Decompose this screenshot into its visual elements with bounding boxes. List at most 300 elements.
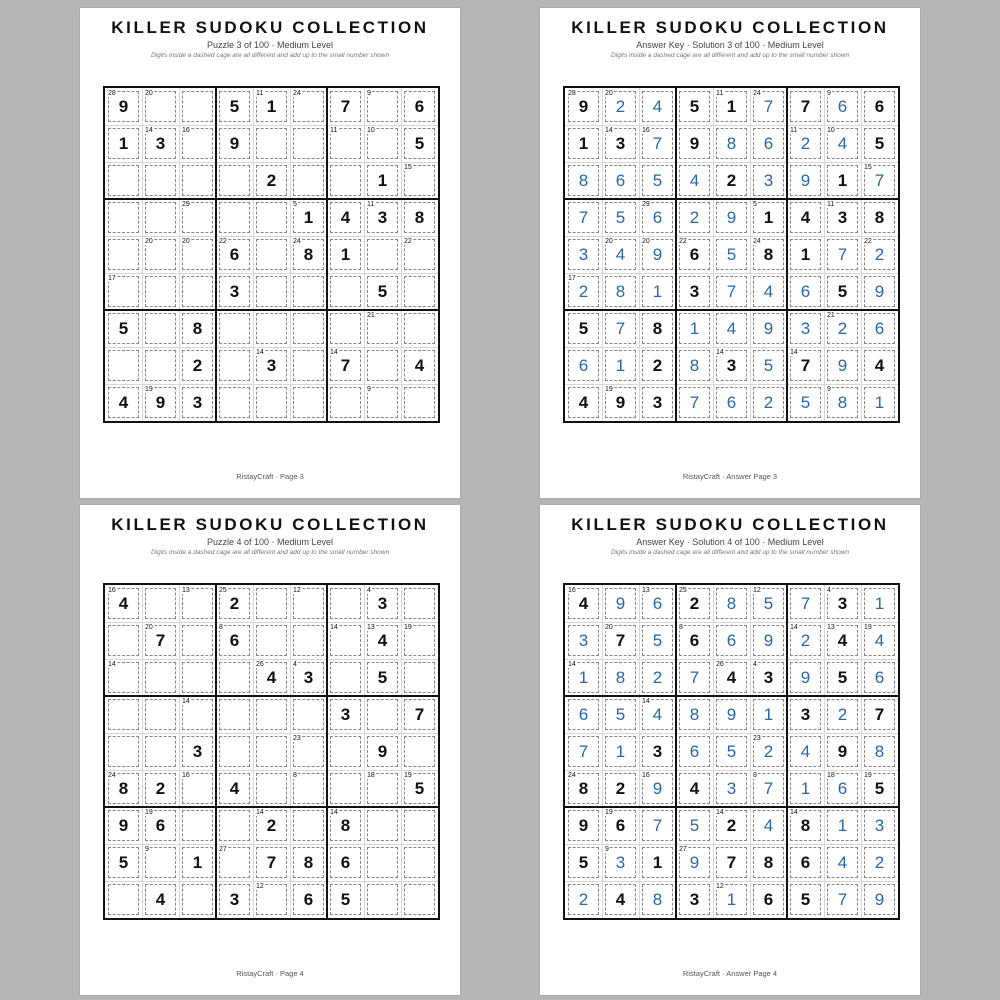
solution-digit: 7 bbox=[874, 170, 885, 190]
given-digit: 8 bbox=[414, 207, 425, 227]
solution-digit: 1 bbox=[652, 281, 663, 301]
grid-cell bbox=[216, 807, 253, 844]
cage-sum: 14 bbox=[642, 698, 650, 705]
grid-cell bbox=[750, 310, 787, 347]
grid-cell bbox=[253, 384, 290, 421]
grid-cell bbox=[713, 696, 750, 733]
cage-outline bbox=[219, 736, 250, 767]
cage-outline bbox=[182, 625, 213, 656]
given-digit: 1 bbox=[192, 852, 203, 872]
solution-digit: 7 bbox=[578, 741, 589, 761]
given-digit: 4 bbox=[229, 778, 240, 798]
grid-cell bbox=[253, 236, 290, 273]
box-line bbox=[326, 585, 328, 918]
cage-outline bbox=[404, 387, 435, 418]
cage-outline bbox=[108, 202, 139, 233]
given-digit: 6 bbox=[303, 889, 314, 909]
cage-sum: 9 bbox=[145, 846, 149, 853]
page-footer: RistayCraft · Answer Page 4 bbox=[682, 969, 778, 978]
given-digit: 5 bbox=[118, 318, 129, 338]
cage-sum: 24 bbox=[753, 90, 761, 97]
cage-outline bbox=[219, 810, 250, 841]
cage-outline bbox=[293, 810, 324, 841]
cage-outline bbox=[182, 276, 213, 307]
box-line bbox=[105, 806, 438, 808]
given-digit: 5 bbox=[414, 133, 425, 153]
given-digit: 4 bbox=[800, 207, 811, 227]
grid-cell bbox=[327, 733, 364, 770]
given-digit: 3 bbox=[340, 704, 351, 724]
grid-cell bbox=[401, 881, 438, 918]
solution-digit: 1 bbox=[874, 593, 885, 613]
grid-cell bbox=[639, 659, 676, 696]
cage-sum: 20 bbox=[182, 238, 190, 245]
grid-cell bbox=[401, 585, 438, 622]
cage-sum: 14 bbox=[256, 809, 264, 816]
grid-cell bbox=[364, 347, 401, 384]
grid-cell bbox=[179, 807, 216, 844]
cage-sum: 8 bbox=[293, 772, 297, 779]
grid-cell bbox=[327, 273, 364, 310]
grid-cell bbox=[713, 162, 750, 199]
cage-outline bbox=[182, 884, 213, 915]
grid-cell bbox=[290, 881, 327, 918]
grid-cell bbox=[364, 807, 401, 844]
grid-cell bbox=[861, 844, 898, 881]
solution-digit: 6 bbox=[578, 704, 589, 724]
cage-sum: 4 bbox=[827, 587, 831, 594]
cage-sum: 22 bbox=[864, 238, 872, 245]
grid-cell bbox=[179, 733, 216, 770]
grid-cell bbox=[253, 310, 290, 347]
grid-cell bbox=[179, 347, 216, 384]
cage-sum: 26 bbox=[716, 661, 724, 668]
solution-digit: 6 bbox=[800, 281, 811, 301]
cage-outline bbox=[256, 239, 287, 270]
solution-digit: 8 bbox=[615, 281, 626, 301]
grid-cell bbox=[861, 88, 898, 125]
grid-cell bbox=[327, 236, 364, 273]
solution-digit: 9 bbox=[652, 244, 663, 264]
cage-sum: 20 bbox=[605, 238, 613, 245]
solution-digit: 8 bbox=[578, 170, 589, 190]
cage-sum: 11 bbox=[716, 90, 724, 97]
given-digit: 5 bbox=[874, 778, 885, 798]
grid-cell bbox=[401, 347, 438, 384]
grid-cell bbox=[639, 844, 676, 881]
cage-sum: 10 bbox=[367, 127, 375, 134]
cage-outline bbox=[182, 165, 213, 196]
cage-outline bbox=[330, 387, 361, 418]
grid-cell bbox=[179, 881, 216, 918]
cage-outline bbox=[145, 588, 176, 619]
solution-digit: 8 bbox=[689, 355, 700, 375]
solution-digit: 3 bbox=[726, 778, 737, 798]
instruction-text: Digits inside a dashed cage are all different and add up to the small number shown bbox=[150, 52, 390, 59]
given-digit: 7 bbox=[414, 704, 425, 724]
page-title: KILLER SUDOKU COLLECTION bbox=[111, 515, 429, 534]
grid-cell bbox=[750, 844, 787, 881]
cage-outline bbox=[330, 773, 361, 804]
cage-sum: 19 bbox=[145, 386, 153, 393]
grid-cell bbox=[565, 844, 602, 881]
solution-digit: 4 bbox=[689, 170, 700, 190]
solution-digit: 5 bbox=[615, 207, 626, 227]
cage-sum: 16 bbox=[568, 587, 576, 594]
cage-outline bbox=[404, 313, 435, 344]
given-digit: 2 bbox=[726, 170, 737, 190]
grid-cell bbox=[216, 125, 253, 162]
solution-digit: 4 bbox=[726, 318, 737, 338]
page-footer: RistayCraft · Page 4 bbox=[236, 969, 304, 978]
grid-cell bbox=[327, 659, 364, 696]
grid-cell bbox=[290, 162, 327, 199]
given-digit: 2 bbox=[266, 170, 277, 190]
cage-sum: 22 bbox=[404, 238, 412, 245]
given-digit: 8 bbox=[652, 318, 663, 338]
puzzle-page-3 bbox=[80, 8, 460, 498]
given-digit: 3 bbox=[763, 667, 774, 687]
cage-outline bbox=[330, 313, 361, 344]
solution-digit: 9 bbox=[800, 170, 811, 190]
cage-outline bbox=[256, 313, 287, 344]
solution-digit: 3 bbox=[578, 244, 589, 264]
cage-sum: 19 bbox=[145, 809, 153, 816]
solution-digit: 5 bbox=[652, 170, 663, 190]
grid-cell bbox=[565, 310, 602, 347]
grid-cell bbox=[639, 88, 676, 125]
cage-sum: 23 bbox=[753, 735, 761, 742]
solution-digit: 6 bbox=[726, 630, 737, 650]
grid-cell bbox=[787, 273, 824, 310]
given-digit: 8 bbox=[800, 815, 811, 835]
cage-outline bbox=[293, 276, 324, 307]
given-digit: 5 bbox=[578, 852, 589, 872]
cage-sum: 17 bbox=[568, 275, 576, 282]
grid-cell bbox=[105, 733, 142, 770]
given-digit: 9 bbox=[615, 392, 626, 412]
instruction-text: Digits inside a dashed cage are all different and add up to the small number shown bbox=[610, 549, 850, 556]
grid-cell bbox=[861, 347, 898, 384]
cage-outline bbox=[108, 736, 139, 767]
cage-sum: 27 bbox=[219, 846, 227, 853]
given-digit: 1 bbox=[578, 133, 589, 153]
box-line bbox=[215, 585, 217, 918]
grid-cell bbox=[142, 881, 179, 918]
solution-digit: 9 bbox=[689, 852, 700, 872]
grid-cell bbox=[750, 807, 787, 844]
given-digit: 5 bbox=[377, 667, 388, 687]
given-digit: 4 bbox=[155, 889, 166, 909]
solution-digit: 7 bbox=[578, 207, 589, 227]
solution-digit: 9 bbox=[874, 889, 885, 909]
grid-cell bbox=[179, 622, 216, 659]
solution-digit: 4 bbox=[837, 852, 848, 872]
solution-digit: 8 bbox=[837, 392, 848, 412]
cage-outline bbox=[367, 699, 398, 730]
grid-cell bbox=[787, 384, 824, 421]
solution-digit: 7 bbox=[763, 96, 774, 116]
grid-cell bbox=[639, 807, 676, 844]
cage-sum: 29 bbox=[642, 201, 650, 208]
grid-cell bbox=[105, 125, 142, 162]
cage-sum: 13 bbox=[367, 624, 375, 631]
solution-digit: 8 bbox=[615, 667, 626, 687]
cage-outline bbox=[367, 884, 398, 915]
given-digit: 5 bbox=[800, 889, 811, 909]
solution-digit: 7 bbox=[689, 392, 700, 412]
grid-cell bbox=[713, 273, 750, 310]
grid-cell bbox=[824, 347, 861, 384]
cage-outline bbox=[293, 165, 324, 196]
solution-digit: 4 bbox=[652, 704, 663, 724]
cage-sum: 4 bbox=[753, 661, 757, 668]
box-line bbox=[675, 585, 677, 918]
page-title: KILLER SUDOKU COLLECTION bbox=[571, 515, 889, 534]
grid-cell bbox=[750, 696, 787, 733]
solution-digit: 7 bbox=[800, 593, 811, 613]
cage-sum: 9 bbox=[367, 90, 371, 97]
grid-cell bbox=[861, 881, 898, 918]
cage-sum: 4 bbox=[367, 587, 371, 594]
given-digit: 4 bbox=[578, 392, 589, 412]
cage-sum: 16 bbox=[642, 772, 650, 779]
grid-cell bbox=[713, 310, 750, 347]
solution-digit: 9 bbox=[874, 281, 885, 301]
box-line bbox=[326, 88, 328, 421]
grid-cell bbox=[364, 881, 401, 918]
grid-cell bbox=[253, 844, 290, 881]
page-footer: RistayCraft · Page 3 bbox=[236, 472, 304, 481]
given-digit: 3 bbox=[837, 207, 848, 227]
solution-digit: 4 bbox=[652, 96, 663, 116]
grid-cell bbox=[142, 696, 179, 733]
solution-digit: 2 bbox=[874, 244, 885, 264]
grid-cell bbox=[105, 622, 142, 659]
given-digit: 2 bbox=[229, 593, 240, 613]
grid-cell bbox=[676, 770, 713, 807]
grid-cell bbox=[401, 733, 438, 770]
given-digit: 4 bbox=[837, 630, 848, 650]
grid-cell bbox=[602, 733, 639, 770]
grid-cell bbox=[676, 199, 713, 236]
cage-outline bbox=[219, 350, 250, 381]
grid-cell bbox=[861, 273, 898, 310]
box-line bbox=[565, 198, 898, 200]
cage-sum: 15 bbox=[864, 164, 872, 171]
solution-digit: 1 bbox=[874, 392, 885, 412]
grid-cell bbox=[290, 347, 327, 384]
grid-cell bbox=[290, 696, 327, 733]
cage-sum: 14 bbox=[330, 809, 338, 816]
cage-outline bbox=[404, 884, 435, 915]
given-digit: 3 bbox=[377, 593, 388, 613]
cage-sum: 19 bbox=[605, 386, 613, 393]
grid-cell bbox=[565, 881, 602, 918]
grid-cell bbox=[824, 236, 861, 273]
answer-page-4 bbox=[540, 505, 920, 995]
given-digit: 8 bbox=[763, 244, 774, 264]
given-digit: 4 bbox=[118, 392, 129, 412]
cage-outline bbox=[256, 202, 287, 233]
given-digit: 6 bbox=[615, 815, 626, 835]
grid-cell bbox=[787, 696, 824, 733]
cage-sum: 14 bbox=[790, 349, 798, 356]
cage-outline bbox=[145, 736, 176, 767]
given-digit: 4 bbox=[578, 593, 589, 613]
given-digit: 6 bbox=[229, 244, 240, 264]
box-line bbox=[565, 806, 898, 808]
grid-cell bbox=[787, 585, 824, 622]
given-digit: 3 bbox=[229, 889, 240, 909]
cage-sum: 19 bbox=[864, 772, 872, 779]
cage-outline bbox=[367, 239, 398, 270]
page-title: KILLER SUDOKU COLLECTION bbox=[111, 18, 429, 37]
cage-sum: 12 bbox=[716, 883, 724, 890]
box-line bbox=[565, 309, 898, 311]
cage-sum: 20 bbox=[605, 90, 613, 97]
given-digit: 4 bbox=[266, 667, 277, 687]
cage-outline bbox=[219, 313, 250, 344]
grid-cell bbox=[179, 310, 216, 347]
solution-digit: 7 bbox=[689, 667, 700, 687]
given-digit: 5 bbox=[229, 96, 240, 116]
grid-cell bbox=[105, 347, 142, 384]
grid-cell bbox=[327, 770, 364, 807]
instruction-text: Digits inside a dashed cage are all different and add up to the small number shown bbox=[150, 549, 390, 556]
cage-sum: 12 bbox=[753, 587, 761, 594]
grid-cell bbox=[639, 347, 676, 384]
given-digit: 3 bbox=[652, 741, 663, 761]
grid-cell bbox=[179, 659, 216, 696]
cage-outline bbox=[256, 276, 287, 307]
given-digit: 4 bbox=[377, 630, 388, 650]
grid-cell bbox=[787, 770, 824, 807]
cage-sum: 9 bbox=[827, 386, 831, 393]
given-digit: 7 bbox=[340, 96, 351, 116]
cage-sum: 20 bbox=[642, 238, 650, 245]
cage-sum: 9 bbox=[367, 386, 371, 393]
cage-sum: 16 bbox=[182, 127, 190, 134]
given-digit: 4 bbox=[615, 889, 626, 909]
cage-sum: 16 bbox=[642, 127, 650, 134]
solution-digit: 5 bbox=[615, 704, 626, 724]
solution-digit: 1 bbox=[800, 778, 811, 798]
solution-digit: 2 bbox=[874, 852, 885, 872]
cage-sum: 21 bbox=[367, 312, 375, 319]
given-digit: 3 bbox=[192, 392, 203, 412]
given-digit: 7 bbox=[874, 704, 885, 724]
given-digit: 3 bbox=[266, 355, 277, 375]
cage-outline bbox=[330, 588, 361, 619]
given-digit: 3 bbox=[155, 133, 166, 153]
cage-outline bbox=[293, 699, 324, 730]
given-digit: 2 bbox=[155, 778, 166, 798]
cage-outline bbox=[330, 662, 361, 693]
solution-digit: 6 bbox=[652, 593, 663, 613]
solution-digit: 4 bbox=[837, 133, 848, 153]
grid-cell bbox=[327, 696, 364, 733]
grid-cell bbox=[824, 844, 861, 881]
grid-cell bbox=[216, 881, 253, 918]
grid-cell bbox=[824, 273, 861, 310]
grid-cell bbox=[401, 384, 438, 421]
given-digit: 9 bbox=[229, 133, 240, 153]
solution-digit: 7 bbox=[652, 815, 663, 835]
grid-cell bbox=[602, 347, 639, 384]
given-digit: 6 bbox=[763, 889, 774, 909]
solution-digit: 2 bbox=[837, 704, 848, 724]
solution-digit: 6 bbox=[578, 355, 589, 375]
given-digit: 4 bbox=[118, 593, 129, 613]
given-digit: 4 bbox=[340, 207, 351, 227]
grid-cell bbox=[142, 347, 179, 384]
solution-digit: 1 bbox=[615, 741, 626, 761]
cage-sum: 14 bbox=[716, 349, 724, 356]
given-digit: 9 bbox=[118, 815, 129, 835]
grid-cell bbox=[401, 696, 438, 733]
grid-cell bbox=[602, 659, 639, 696]
page-footer: RistayCraft · Answer Page 3 bbox=[682, 472, 778, 481]
given-digit: 7 bbox=[266, 852, 277, 872]
solution-digit: 7 bbox=[652, 133, 663, 153]
given-digit: 6 bbox=[414, 96, 425, 116]
solution-digit: 7 bbox=[837, 889, 848, 909]
grid-cell bbox=[824, 881, 861, 918]
cage-sum: 14 bbox=[568, 661, 576, 668]
grid-cell bbox=[787, 199, 824, 236]
solution-digit: 9 bbox=[800, 667, 811, 687]
given-digit: 7 bbox=[615, 630, 626, 650]
cage-outline bbox=[367, 847, 398, 878]
grid-cell bbox=[787, 236, 824, 273]
solution-digit: 1 bbox=[763, 704, 774, 724]
grid-cell bbox=[676, 162, 713, 199]
cage-sum: 28 bbox=[568, 90, 576, 97]
given-digit: 5 bbox=[874, 133, 885, 153]
grid-cell bbox=[602, 162, 639, 199]
cage-sum: 9 bbox=[605, 846, 609, 853]
given-digit: 1 bbox=[763, 207, 774, 227]
solution-digit: 6 bbox=[689, 741, 700, 761]
given-digit: 1 bbox=[837, 170, 848, 190]
given-digit: 2 bbox=[192, 355, 203, 375]
given-digit: 7 bbox=[726, 852, 737, 872]
cage-outline bbox=[219, 165, 250, 196]
grid-cell bbox=[676, 125, 713, 162]
grid-cell bbox=[861, 807, 898, 844]
solution-digit: 4 bbox=[800, 741, 811, 761]
cage-sum: 11 bbox=[256, 90, 264, 97]
solution-digit: 3 bbox=[800, 318, 811, 338]
grid-cell bbox=[602, 585, 639, 622]
cage-outline bbox=[330, 165, 361, 196]
solution-digit: 8 bbox=[726, 593, 737, 613]
given-digit: 1 bbox=[303, 207, 314, 227]
given-digit: 7 bbox=[800, 355, 811, 375]
cage-sum: 14 bbox=[605, 127, 613, 134]
grid-cell bbox=[142, 585, 179, 622]
solution-digit: 7 bbox=[615, 318, 626, 338]
grid-cell bbox=[602, 881, 639, 918]
grid-cell bbox=[253, 162, 290, 199]
cage-outline bbox=[256, 736, 287, 767]
grid-cell bbox=[253, 770, 290, 807]
given-digit: 9 bbox=[689, 133, 700, 153]
cage-sum: 20 bbox=[605, 624, 613, 631]
cage-outline bbox=[404, 736, 435, 767]
page-subtitle: Puzzle 4 of 100 · Medium Level bbox=[206, 537, 334, 547]
